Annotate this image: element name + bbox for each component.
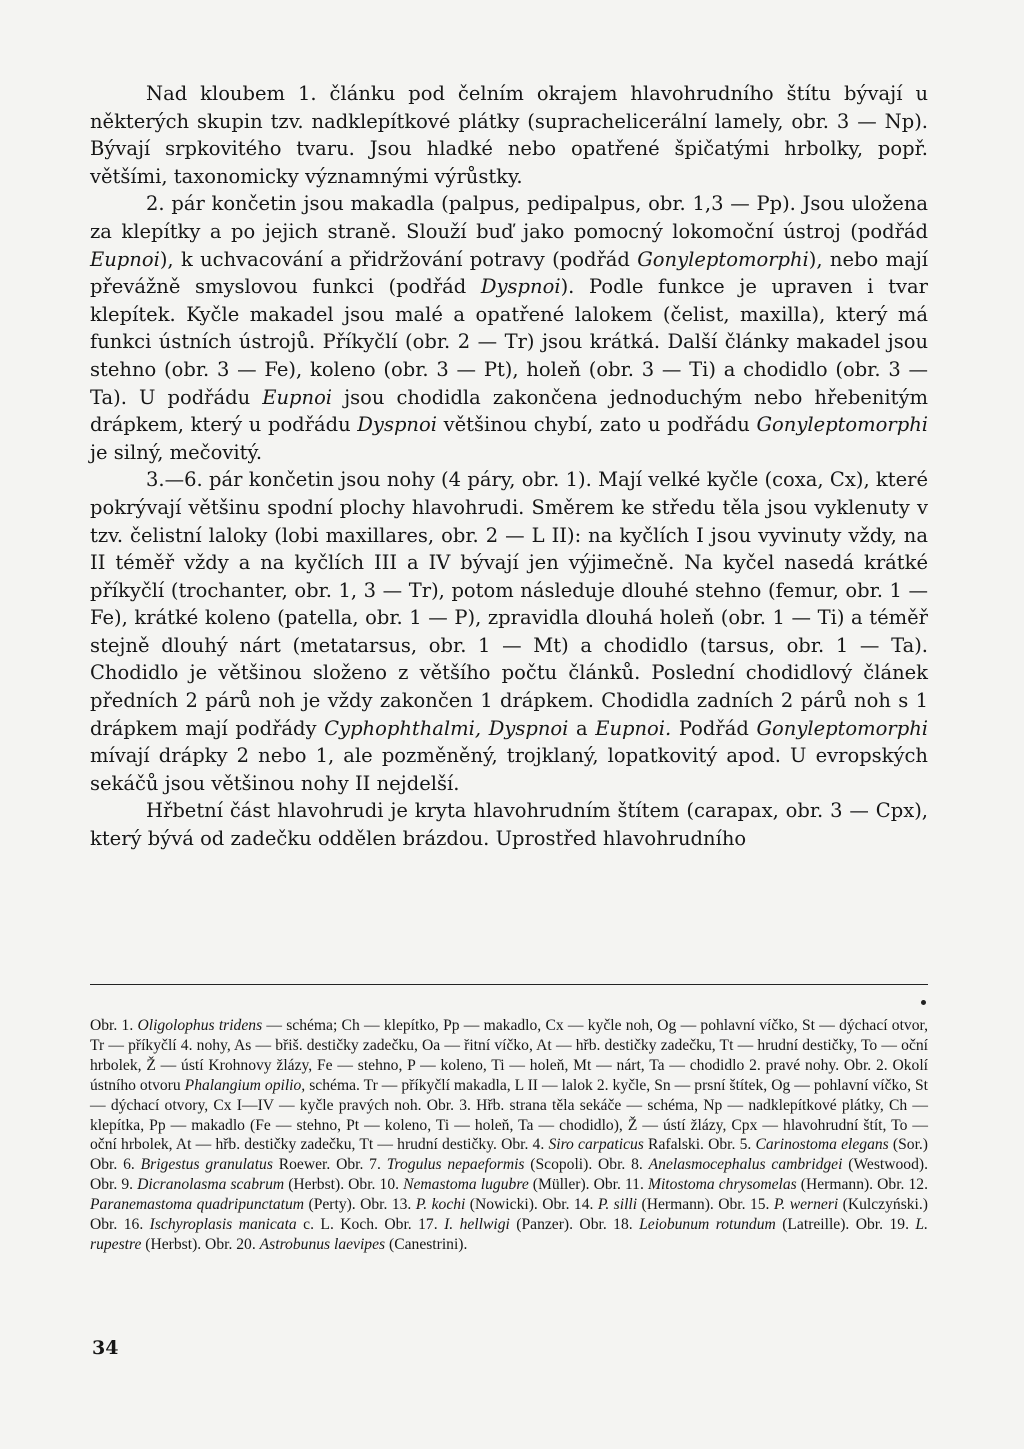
text-run: většinou chybí, zato u podřádu [436, 413, 757, 437]
italic-term: Trogulus nepaeformis [386, 1156, 525, 1174]
italic-term: Paranemastoma quadripunctatum [90, 1196, 305, 1214]
text-run: (Panzer). Obr. 18. [509, 1216, 640, 1234]
text-run: 2. pár končetin jsou makadla (palpus, pedipalpus, obr. 1,3 — Pp). Jsou uložena za klepítky a po jejich straně. Slouží buď jako pomocný lokomoční ústroj (podřád [90, 192, 928, 243]
italic-term: Cyphophthalmi, Dyspnoi [324, 716, 569, 740]
text-run: (Canestrini). [385, 1235, 468, 1253]
text-run: Podřád [671, 716, 757, 740]
text-run: (Sor.) Obr. 6. [90, 1136, 929, 1174]
text-run: (Perty). Obr. 13. [304, 1196, 416, 1214]
text-run: Hřbetní část hlavohrudi je kryta hlavohrudním štítem (carapax, obr. 3 — Cpx), který bývá od zadečku oddělen brázdou. Uprostřed hlavohrudního [90, 799, 928, 851]
text-run: Rafalski. Obr. 5. [643, 1136, 756, 1154]
text-run: (Herbst). Obr. 20. [141, 1235, 260, 1253]
ink-dot [921, 1000, 926, 1005]
text-run: (Scopoli). Obr. 8. [524, 1156, 649, 1174]
italic-term: Siro carpaticus [548, 1136, 644, 1154]
italic-term: Carinostoma elegans [755, 1136, 889, 1154]
text-run: Roewer. Obr. 7. [272, 1156, 387, 1174]
page-number: 34 [92, 1337, 119, 1359]
text-run: ). Podle funkce je upraven i tvar klepítek. Kyčle makadel jsou malé a opatřené lalokem (čelist, maxilla), který má funkci ústních ústrojů. Příkyčlí (obr. 2 — Tr) jsou krátká. Další články makadel jsou stehno (obr. 3 — Fe), koleno (obr. 3 — Pt), holeň (obr. 3 — Ti) a chodidlo (obr. 3 — Ta). U podřádu [90, 275, 928, 409]
text-run: c. L. Koch. Obr. 17. [296, 1216, 445, 1234]
italic-term: Dicranolasma scabrum [137, 1176, 285, 1194]
figure-caption [90, 1016, 928, 1255]
italic-term: Oligolophus tridens [137, 1017, 263, 1034]
italic-term: Phalangium opilio, [184, 1076, 306, 1094]
text-run: jsou chodidla zakončena jednoduchým nebo hřebenitým drápkem, který u podřádu [90, 385, 928, 437]
paragraph [90, 80, 928, 190]
italic-term: Eupnoi. [595, 716, 672, 740]
text-run: 3.—6. pár končetin jsou nohy (4 páry, obr. 1). Mají velké kyčle (coxa, Cx), které pokrývají většinu spodní plochy hlavohrudi. Směrem ke středu těla jsou vyklenuty v tzv. čelistní laloky (lobi maxillares, obr. 2 — L II): na kyčlích I jsou vyvinuty vždy, na II téměř vždy a na kyčlích III a IV bývají jen výjimečně. Na kyčel nasedá krátké příkyčlí (trochanter, obr. 1, 3 — Tr), potom následuje dlouhé stehno (femur, obr. 1 — Fe), krátké koleno (patella, obr. 1 — P), zpravidla dlouhá holeň (obr. 1 — Ti) a téměř stejně dlouhý nárt (metatarsus, obr. 1 — Mt) a chodidlo (tarsus, obr. 1 — Ta). Chodidlo je většinou složeno z většího počtu článků. Poslední chodidlový článek předních 2 párů noh je vždy zakončen 1 drápkem. Chodidla zadních 2 párů noh s 1 drápkem mají podřády [90, 468, 928, 740]
italic-term: I. hellwigi [444, 1216, 510, 1234]
paragraph [90, 466, 928, 797]
italic-term: Gonyleptomorphi [756, 716, 928, 740]
italic-term: L. rupestre [90, 1216, 928, 1253]
italic-term: P. kochi [415, 1196, 466, 1214]
footnote-divider [90, 984, 928, 985]
text-run: Nad kloubem 1. článku pod čelním okrajem hlavohrudního štítu bývají u některých skupin tzv. nadklepítkové plátky (suprachelicerální lamely, obr. 3 — Np). Bývají srpkovitého tvaru. Jsou hladké nebo opatřené špičatými hrbolky, popř. většími, taxonomicky významnými výrůstky. [90, 82, 928, 188]
paragraph [90, 190, 928, 466]
text-run: (Hermann). Obr. 15. [637, 1196, 774, 1214]
text-run: (Herbst). Obr. 10. [284, 1176, 404, 1194]
text-run: (Müller). Obr. 11. [528, 1176, 648, 1194]
italic-term: Astrobunus laevipes [259, 1235, 386, 1253]
italic-term: Eupnoi [262, 385, 333, 409]
text-run: ), nebo mají převážně smyslovou funkci (podřád [90, 247, 928, 299]
italic-term: Gonyleptomorphi [637, 247, 809, 271]
text-run: schéma. Tr — příkyčlí makadla, L II — lalok 2. kyčle, Sn — prsní štítek, Og — pohlavní víčko, St — dýchací otvory, Cx I—IV — kyčle pravých noh. Obr. 3. Hřb. strana těla sekáče — schéma, Np — nadklepítkové plátky, Ch — klepítka, Pp — makadlo (Fe — stehno, Pt — koleno, Ti — holeň, Ta — chodidlo), Ž — ústí žlázy, Cpx — hlavohrudní štít, To — oční hrbolek, At — hřb. destičky zadečku, Tt — hrudní destičky. Obr. 4. [90, 1076, 929, 1154]
text-run: (Nowicki). Obr. 14. [465, 1196, 598, 1214]
text-run: (Westwood). Obr. 9. [90, 1156, 928, 1194]
italic-term: Dyspnoi [357, 413, 437, 437]
italic-term: Dyspnoi [480, 275, 561, 299]
italic-term: Anelasmocephalus cambridgei [648, 1156, 843, 1174]
italic-term: Eupnoi [90, 247, 160, 271]
italic-term: Mitostoma chrysomelas [647, 1176, 797, 1194]
text-run: (Kulczyński.) Obr. 16. [90, 1196, 928, 1234]
text-run: — schéma; Ch — klepítko, Pp — makadlo, Cx — kyčle noh, Og — pohlavní víčko, St — dýchací otvor, Tr — příkyčlí 4. nohy, As — břiš. destičky zadečku, Oa — řitní víčko, At — hřb. destičky zadečku, Tt — hrudní destičky, To — oční hrbolek, Ž — ústí Krohnovy žlázy, Fe — stehno, P — koleno, Ti — holeň, Mt — nárt, Ta — chodidlo 2. pravé nohy. Obr. 2. Okolí ústního otvoru [90, 1017, 928, 1094]
text-run: (Latreille). Obr. 19. [775, 1216, 916, 1234]
text-run: Obr. 1. [90, 1017, 138, 1034]
italic-term: P. werneri [773, 1196, 839, 1214]
paragraph [90, 797, 928, 852]
text-run: (Hermann). Obr. 12. [796, 1176, 929, 1194]
italic-term: Brigestus granulatus [140, 1156, 273, 1174]
italic-term: Ischyroplasis manicata [149, 1216, 297, 1234]
italic-term: P. silli [597, 1196, 638, 1214]
body-text [90, 80, 928, 853]
text-run: ), k uchvacování a přidržování potravy (podřád [159, 247, 638, 271]
text-run: mívají drápky 2 nebo 1, ale pozměněný, trojklaný, lopatkovitý apod. U evropských sekáčů jsou většinou nohy II nejdelší. [90, 744, 928, 795]
text-run: a [568, 716, 596, 740]
italic-term: Nemastoma lugubre [403, 1176, 529, 1194]
italic-term: Leiobunum rotundum [639, 1216, 776, 1234]
italic-term: Gonyleptomorphi [756, 413, 928, 437]
text-run: je silný, mečovitý. [90, 440, 263, 464]
